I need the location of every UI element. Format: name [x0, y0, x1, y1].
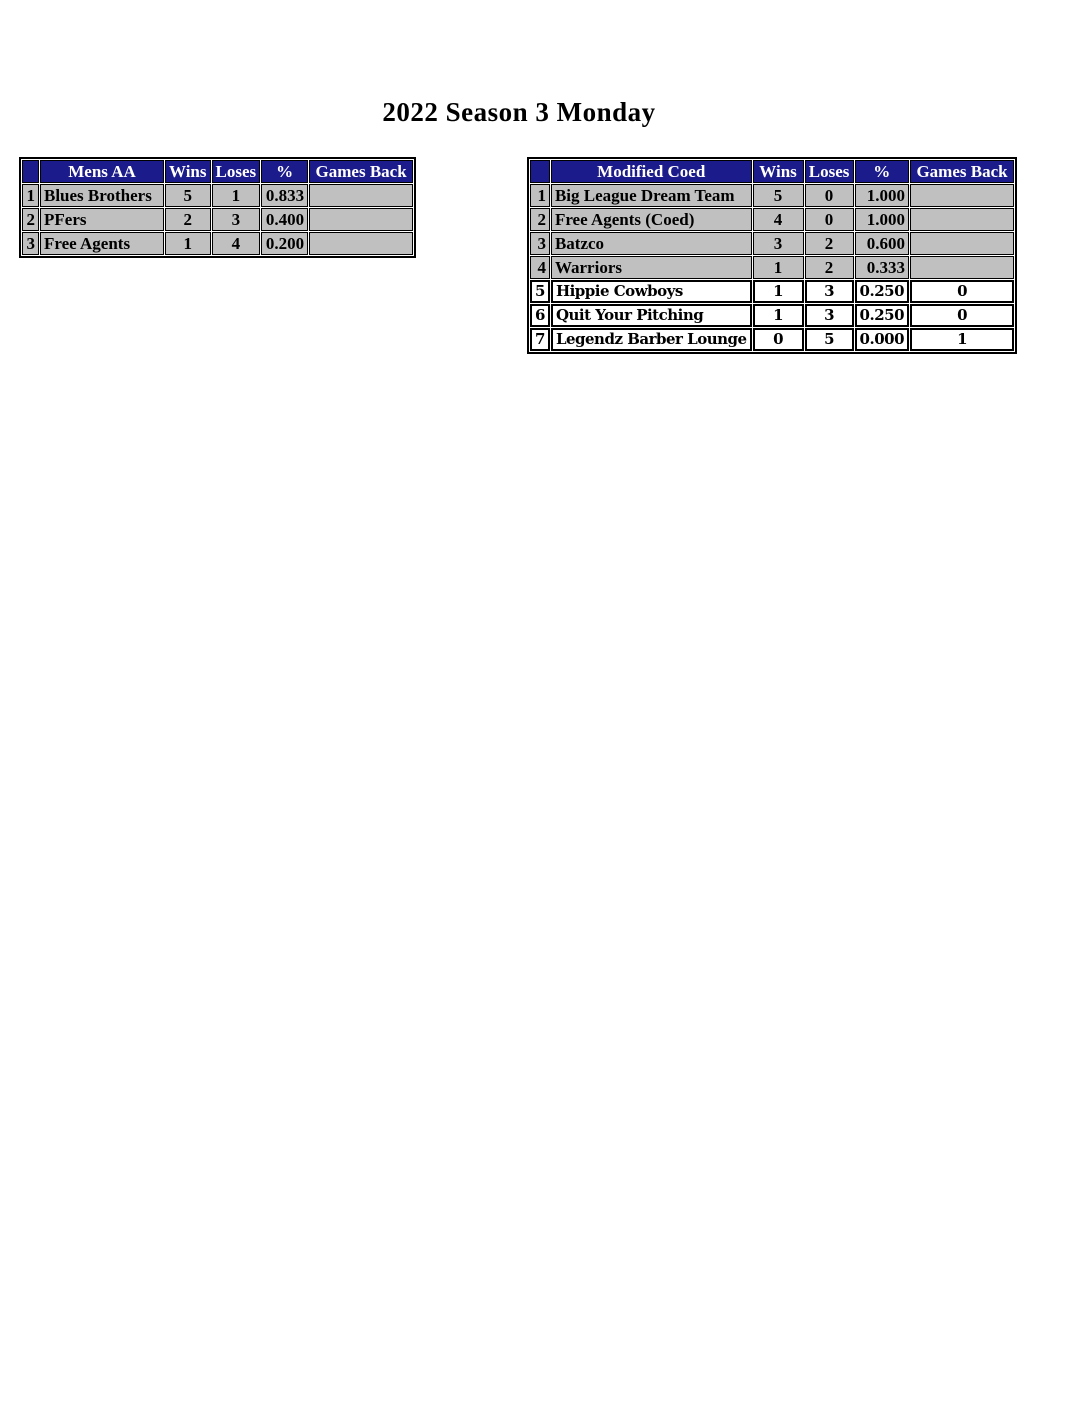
loses-cell: 3	[212, 208, 261, 231]
rank-cell: 7	[530, 328, 550, 351]
table-row	[530, 256, 1014, 279]
loses-cell: 3	[805, 280, 854, 303]
pct-cell: 1.000	[855, 184, 909, 207]
wins-cell: 3	[753, 232, 804, 255]
pct-cell: 0.200	[261, 232, 308, 255]
table-row	[530, 208, 1014, 231]
team-cell: Blues Brothers	[40, 184, 164, 207]
rank-cell: 2	[530, 208, 550, 231]
pct-header: %	[855, 160, 909, 183]
team-cell: Big League Dream Team	[551, 184, 752, 207]
rank-header-cell	[22, 160, 39, 183]
gb-cell: 0	[910, 280, 1014, 303]
standings-table-mens-aa	[19, 157, 416, 258]
pct-cell: 0.250	[855, 304, 909, 327]
pct-cell: 0.833	[261, 184, 308, 207]
page-title: 2022 Season 3 Monday	[382, 97, 656, 127]
rank-cell: 2	[22, 208, 39, 231]
pct-cell: 1.000	[855, 208, 909, 231]
table-body-modified-coed	[530, 184, 1014, 351]
team-cell: Free Agents	[40, 232, 164, 255]
table-body-mens-aa	[22, 184, 413, 255]
games-back-header: Games Back	[910, 160, 1014, 183]
wins-cell: 1	[753, 304, 804, 327]
table-row	[530, 280, 1014, 303]
gb-cell	[309, 232, 413, 255]
team-cell: PFers	[40, 208, 164, 231]
rank-cell: 6	[530, 304, 550, 327]
table-row	[530, 328, 1014, 351]
table-row	[530, 304, 1014, 327]
loses-cell: 5	[805, 328, 854, 351]
team-cell: Batzco	[551, 232, 752, 255]
gb-cell	[910, 208, 1014, 231]
table-row	[530, 232, 1014, 255]
loses-cell: 4	[212, 232, 261, 255]
rank-cell: 5	[530, 280, 550, 303]
standings-table-modified-coed	[527, 157, 1017, 354]
team-cell: Hippie Cowboys	[551, 280, 752, 303]
wins-cell: 0	[753, 328, 804, 351]
pct-cell: 0.600	[855, 232, 909, 255]
rank-cell: 1	[530, 184, 550, 207]
wins-header: Wins	[165, 160, 211, 183]
rank-cell: 3	[22, 232, 39, 255]
gb-cell	[910, 184, 1014, 207]
team-cell: Legendz Barber Lounge	[551, 328, 752, 351]
team-cell: Quit Your Pitching	[551, 304, 752, 327]
wins-cell: 4	[753, 208, 804, 231]
league-name-header: Mens AA	[40, 160, 164, 183]
table-row	[530, 184, 1014, 207]
gb-cell	[309, 184, 413, 207]
table-row	[22, 184, 413, 207]
gb-cell	[910, 232, 1014, 255]
loses-cell: 1	[212, 184, 261, 207]
table-header-row	[530, 160, 1014, 183]
table-row	[22, 232, 413, 255]
gb-cell: 1	[910, 328, 1014, 351]
games-back-header: Games Back	[309, 160, 413, 183]
wins-cell: 1	[753, 256, 804, 279]
gb-cell: 0	[910, 304, 1014, 327]
wins-cell: 1	[165, 232, 211, 255]
pct-cell: 0.400	[261, 208, 308, 231]
loses-cell: 0	[805, 208, 854, 231]
gb-cell	[309, 208, 413, 231]
pct-header: %	[261, 160, 308, 183]
wins-cell: 5	[165, 184, 211, 207]
loses-header: Loses	[212, 160, 261, 183]
team-cell: Free Agents (Coed)	[551, 208, 752, 231]
wins-cell: 2	[165, 208, 211, 231]
pct-cell: 0.333	[855, 256, 909, 279]
gb-cell	[910, 256, 1014, 279]
loses-cell: 2	[805, 232, 854, 255]
loses-cell: 0	[805, 184, 854, 207]
loses-cell: 3	[805, 304, 854, 327]
rank-cell: 3	[530, 232, 550, 255]
league-name-header: Modified Coed	[551, 160, 752, 183]
wins-cell: 5	[753, 184, 804, 207]
wins-header: Wins	[753, 160, 804, 183]
wins-cell: 1	[753, 280, 804, 303]
rank-cell: 1	[22, 184, 39, 207]
team-cell: Warriors	[551, 256, 752, 279]
rank-header-cell	[530, 160, 550, 183]
pct-cell: 0.250	[855, 280, 909, 303]
pct-cell: 0.000	[855, 328, 909, 351]
table-row	[22, 208, 413, 231]
loses-header: Loses	[805, 160, 854, 183]
rank-cell: 4	[530, 256, 550, 279]
loses-cell: 2	[805, 256, 854, 279]
table-header-row	[22, 160, 413, 183]
